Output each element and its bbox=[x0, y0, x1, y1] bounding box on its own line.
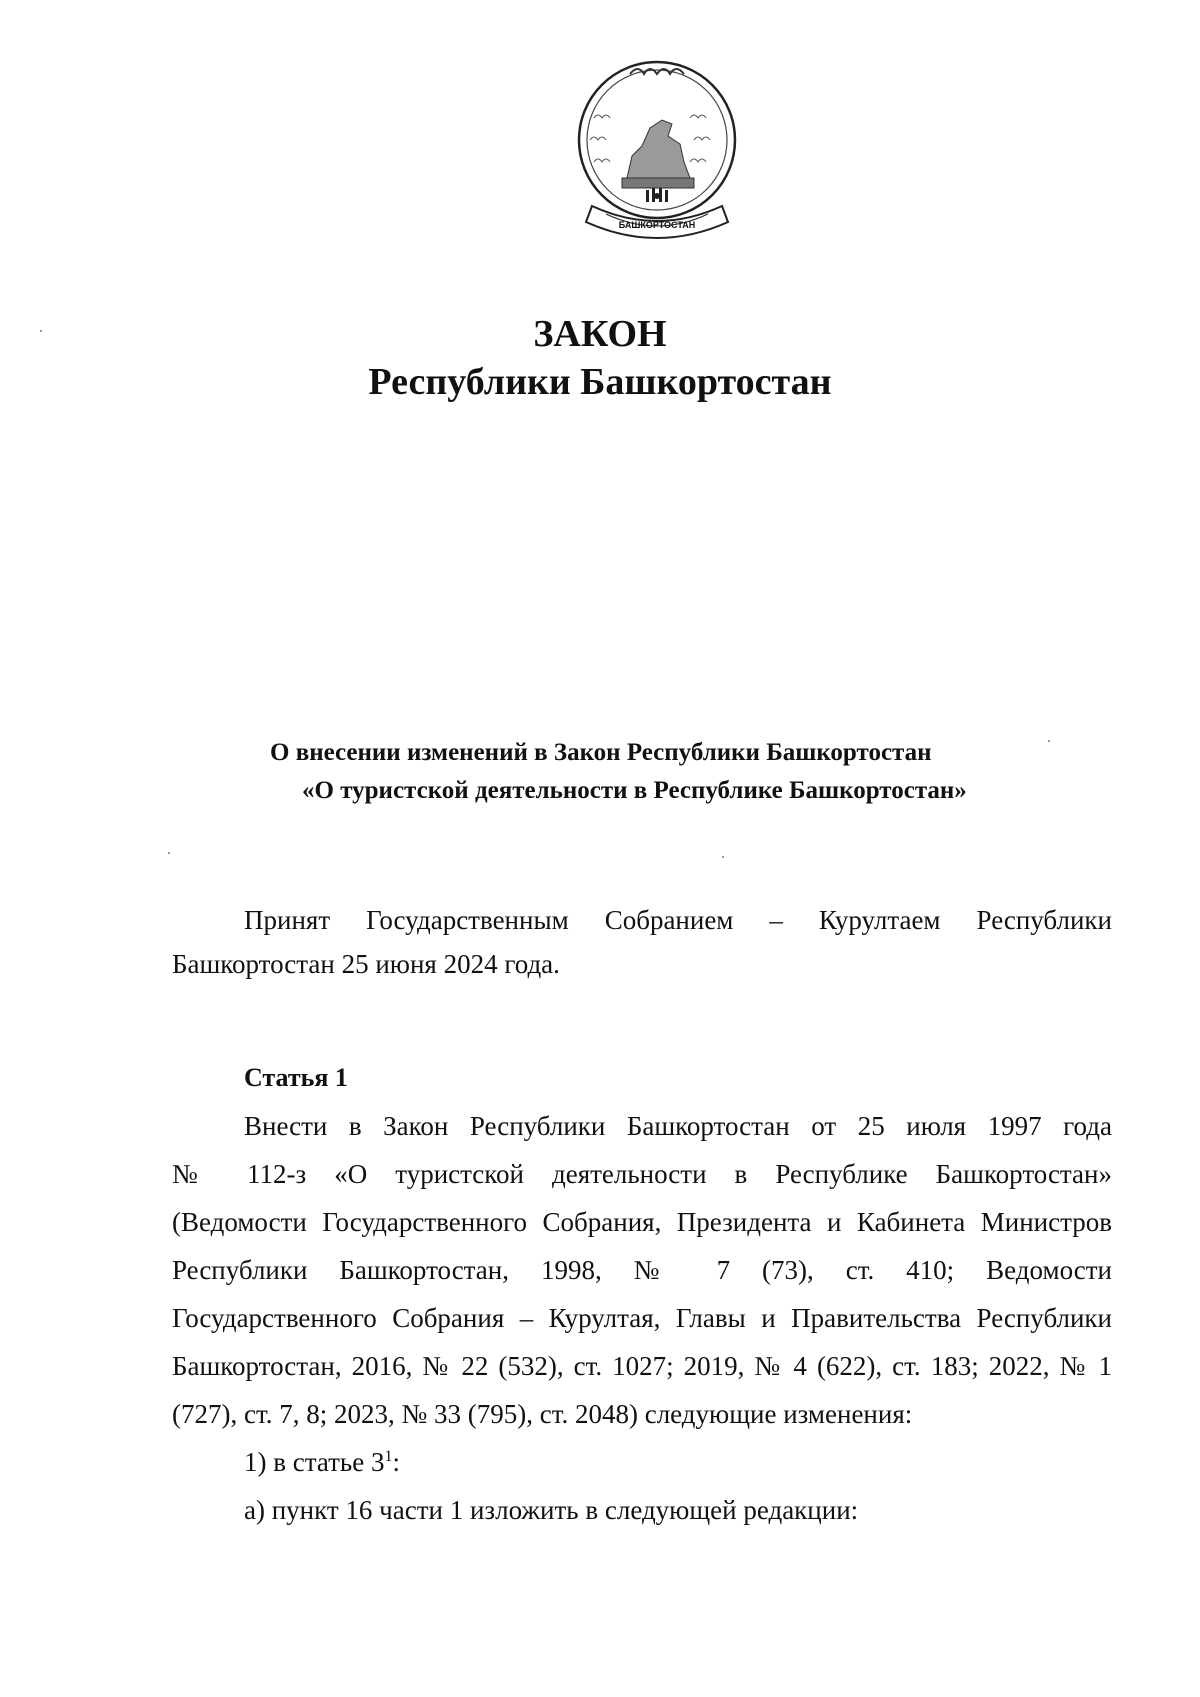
coat-of-arms-bashkortostan-icon bbox=[572, 58, 742, 248]
item-1-superscript: 1 bbox=[384, 1448, 393, 1465]
article-1-line: № 112-з «О туристской деятельности в Республике Башкортостан» bbox=[172, 1159, 1112, 1189]
emblem-ribbon-text: БАШКОРТОСТАН bbox=[618, 220, 696, 230]
subject-line-2: «О туристской деятельности в Республике Башкортостан» bbox=[302, 777, 967, 804]
subject-line-1: О внесении изменений в Закон Республики Башкортостан bbox=[270, 739, 932, 766]
document-title: ЗАКОН bbox=[533, 313, 667, 355]
article-1-line: Государственного Собрания – Курултая, Главы и Правительства Республики bbox=[172, 1303, 1112, 1333]
article-1-item-a: а) пункт 16 части 1 изложить в следующей редакции: bbox=[244, 1495, 859, 1525]
article-1-line: Внести в Закон Республики Башкортостан от 25 июля 1997 года bbox=[244, 1111, 1112, 1141]
scan-speck bbox=[40, 330, 42, 332]
adoption-note bbox=[172, 898, 1112, 986]
article-1-line: (727), ст. 7, 8; 2023, № 33 (795), ст. 2048) следующие изменения: bbox=[172, 1399, 913, 1429]
adoption-line-1: Принят Государственным Собранием – Курултаем Республики bbox=[244, 905, 1112, 935]
item-1-suffix: : bbox=[392, 1447, 400, 1477]
article-1-body bbox=[172, 1102, 1112, 1534]
item-1-text: 1) в статье 3 bbox=[244, 1447, 385, 1477]
scan-speck bbox=[1048, 740, 1050, 742]
article-1-item-1 bbox=[172, 1438, 1112, 1486]
article-1-line: (Ведомости Государственного Собрания, Президента и Кабинета Министров bbox=[172, 1207, 1112, 1237]
scan-speck bbox=[168, 852, 170, 854]
scan-speck bbox=[722, 856, 724, 858]
article-1-heading: Статья 1 bbox=[244, 1063, 348, 1092]
adoption-line-2: Башкортостан 25 июня 2024 года. bbox=[172, 949, 560, 979]
document-subtitle: Республики Башкортостан bbox=[368, 361, 832, 403]
article-1-line: Башкортостан, 2016, № 22 (532), ст. 1027; 2019, № 4 (622), ст. 183; 2022, № 1 bbox=[172, 1351, 1112, 1381]
article-1-line: Республики Башкортостан, 1998, № 7 (73), ст. 410; Ведомости bbox=[172, 1255, 1112, 1285]
